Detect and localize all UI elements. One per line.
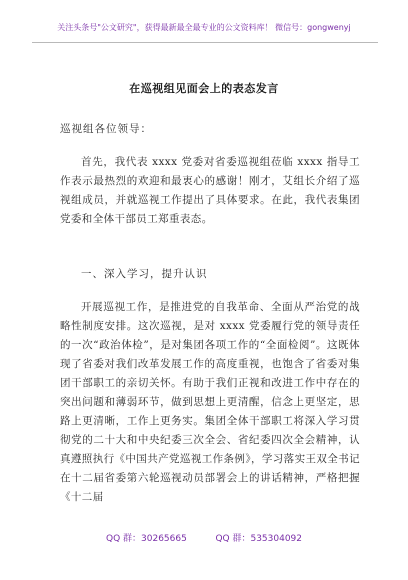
paragraph-1: 首先，我代表 xxxx 党委对省委巡视组莅临 xxxx 指导工作表示最热烈的欢迎和最衷心的感谢！刚才，艾组长介绍了巡视组成员，并就巡视工作提出了具体要求。在此，我代表集团党委和全体干部员工郑重表态。 xyxy=(60,156,360,225)
header-divider xyxy=(32,42,378,43)
footer-qq-groups xyxy=(0,531,408,544)
section-heading-1: 一、深入学习，提升认识 xyxy=(81,268,208,280)
salutation: 巡视组各位领导： xyxy=(60,123,152,135)
document-title: 在巡视组见面会上的表态发言 xyxy=(129,82,279,95)
paragraph-2: 开展巡视工作，是推进党的自我革命、全面从严治党的战略性制度安排。这次巡视，是对 xxxx 党委履行党的领导责任的一次“政治体检”，是对集团各项工作的“全面检阅”。这既体现了省委对我们改革发展工作的高度重视，也饱含了省委对集团干部职工的亲切关怀。有助于我们正视和改进工作中存在的突出问题和薄弱环节，做到思想上更清醒，信念上更坚定，思路上更清晰，工作上更务实。集团全体干部职工将深入学习贯彻党的二十大和中央纪委三次全会、省纪委四次全会精神，认真遵照执行《中国共产党巡视工作条例》，学习落实王双全书记在十二届省委第六轮巡视动员部署会上的讲话精神，严格把握《十二届 xyxy=(60,301,360,503)
qq-group-label-2: QQ 群： xyxy=(215,534,251,544)
qq-group-number-1: 30265665 xyxy=(141,534,187,544)
qq-group-label-1: QQ 群： xyxy=(105,534,142,544)
qq-group-number-2: 535304092 xyxy=(250,534,303,544)
header-banner: 关注头条号"公文研究"，获得最新最全最专业的公文资料库！ 微信号：gongwenyj xyxy=(57,23,351,32)
